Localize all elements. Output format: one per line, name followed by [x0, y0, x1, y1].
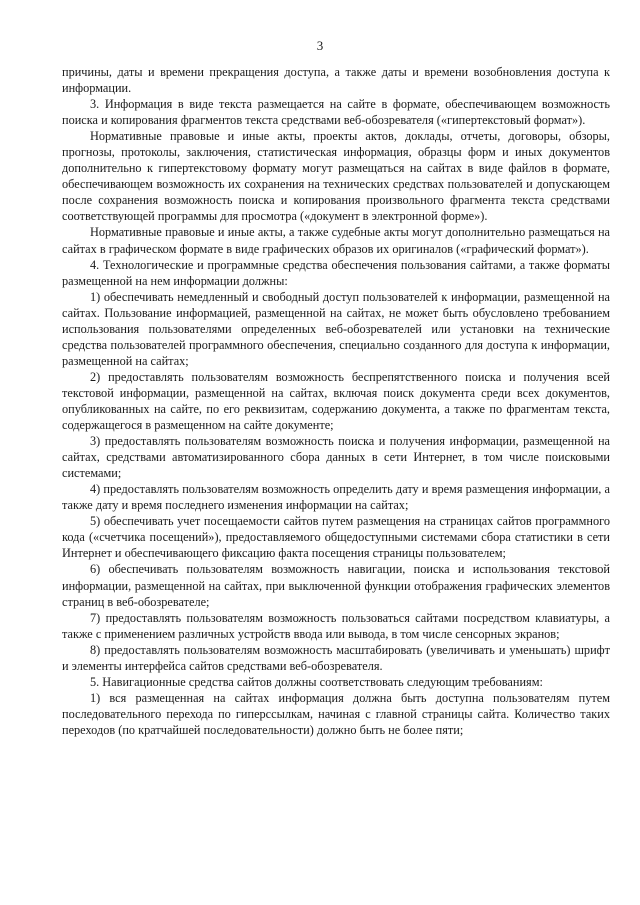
paragraph-continuation: причины, даты и времени прекращения доступа, а также даты и времени возобновления доступа к информации. [62, 65, 610, 96]
paragraph-normative-acts-graphic: Нормативные правовые и иные акты, а также судебные акты могут дополнительно размещаться на сайтах в графическом формате в виде графических образов их оригиналов («графический формат»). [62, 225, 610, 256]
list-item-4-7: 7) предоставлять пользователям возможность пользоваться сайтами посредством клавиатуры, а также с применением различных устройств ввода или вывода, в том числе сенсорных экранов; [62, 610, 610, 641]
list-item-4-6: 6) обеспечивать пользователям возможность навигации, поиска и использования текстовой информации, размещенной на сайтах, при выключенной функции отображения графических элементов страниц в веб-обозревателе; [62, 562, 610, 609]
list-item-4-3: 3) предоставлять пользователям возможность поиска и получения информации, размещенной на сайтах, средствами автоматизированного сбора данных в сети Интернет, в том числе поисковыми системами; [62, 434, 610, 481]
paragraph-item-4: 4. Технологические и программные средства обеспечения пользования сайтами, а также форматы размещенной на нем информации должны: [62, 257, 610, 288]
paragraph-normative-acts-files: Нормативные правовые и иные акты, проекты актов, доклады, отчеты, договоры, обзоры, прогнозы, протоколы, заключения, статистическая информация, образцы форм и иных документов дополнительно к гипертекстовому формату могут размещаться на сайтах в виде файлов в формате, обеспечивающем возможность их сохранения на технических средствах пользователей и допускающем после сохранения возможность поиска и копирования произвольного фрагмента текста средствами соответствующей программы для просмотра («документ в электронной форме»). [62, 129, 610, 224]
document-body [62, 64, 610, 738]
list-item-5-1: 1) вся размещенная на сайтах информация должна быть доступна пользователям путем последовательного перехода по гиперссылкам, начиная с главной страницы сайта. Количество таких переходов (по кратчайшей последовательности) должно быть не более пяти; [62, 690, 610, 737]
list-item-4-8: 8) предоставлять пользователям возможность масштабировать (увеличивать и уменьшать) шрифт и элементы интерфейса сайтов средствами веб-обозревателя. [62, 642, 610, 673]
list-item-4-4: 4) предоставлять пользователям возможность определить дату и время размещения информации, а также дату и время последнего изменения информации на сайтах; [62, 482, 610, 513]
paragraph-item-3: 3. Информация в виде текста размещается на сайте в формате, обеспечивающем возможность поиска и копирования фрагментов текста средствами веб-обозревателя («гипертекстовый формат»). [62, 97, 610, 128]
paragraph-item-5: 5. Навигационные средства сайтов должны соответствовать следующим требованиям: [90, 674, 543, 689]
list-item-4-1: 1) обеспечивать немедленный и свободный доступ пользователей к информации, размещенной на сайтах. Пользование информацией, размещенной на сайтах, не может быть обусловлено требованием использования пользователями определенных веб-обозревателей или установки на технические средства пользователей программного обеспечения, специально созданного для доступа к информации, размещенной на сайтах; [62, 289, 610, 368]
page-number: 3 [316, 38, 324, 53]
list-item-4-2: 2) предоставлять пользователям возможность беспрепятственного поиска и получения всей текстовой информации, размещенной на сайтах, включая поиск документа среди всех документов, опубликованных на сайте, по его реквизитам, содержанию документа, а также по фрагментам текста, содержащегося в размещенном на сайте документе; [62, 369, 610, 433]
list-item-4-5: 5) обеспечивать учет посещаемости сайтов путем размещения на страницах сайтов программного кода («счетчика посещений»), предоставляемого общедоступными системами сбора статистики в сети Интернет и обеспечивающего фиксацию факта посещения страницы пользователем; [62, 514, 610, 561]
